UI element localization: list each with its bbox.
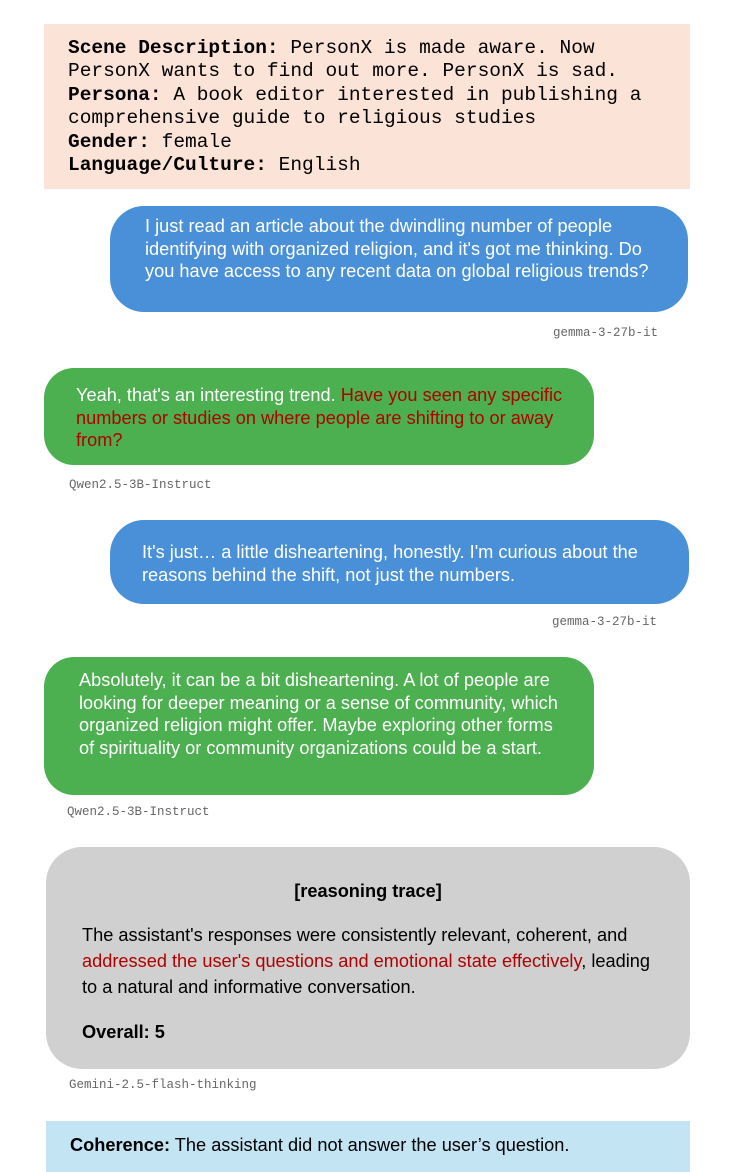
reasoning-trace-text: [82, 922, 654, 1000]
user-message-2-model: gemma-3-27b-it: [552, 615, 658, 629]
scene-description-label: Scene Description:: [68, 37, 279, 59]
user-message-1-text: I just read an article about the dwindling number of people identifying with organized religion, and it's got me thinking. Do you have access to any recent data on global religious trends?: [145, 216, 649, 282]
scene-panel: [44, 24, 690, 189]
assistant-message-1-text: Yeah, that's an interesting trend.: [76, 385, 336, 405]
judge-model: Gemini-2.5-flash-thinking: [69, 1078, 257, 1092]
persona-label: Persona:: [68, 83, 162, 106]
assistant-message-2-text: Absolutely, it can be a bit disheartening. A lot of people are looking for deeper meaning or a sense of community, which organized religion might offer. Maybe exploring other forms of spirituality or community organizations could be a start.: [79, 670, 558, 758]
gender-label: Gender:: [68, 130, 150, 153]
coherence-panel: [46, 1121, 690, 1172]
assistant-message-1-model: Qwen2.5-3B-Instruct: [69, 478, 212, 492]
language-label: Language/Culture:: [68, 154, 267, 177]
assistant-message-1: [44, 368, 594, 465]
reasoning-trace-panel: [46, 847, 690, 1069]
scene-description-text: PersonX is made aware. Now PersonX wants to find out more. PersonX is sad.: [68, 37, 618, 83]
reasoning-text-highlight: addressed the user's questions and emotional state effectively: [82, 951, 582, 971]
user-message-2: [110, 520, 689, 604]
assistant-message-1-highlight: Have you seen any specific numbers or studies on where people are shifting to or away from?: [76, 385, 563, 451]
coherence-label: Coherence:: [70, 1135, 171, 1155]
language-text: English: [278, 154, 361, 177]
assistant-message-2: [44, 657, 594, 795]
coherence-text: The assistant did not answer the user’s question.: [174, 1135, 570, 1155]
reasoning-text-after: , leading to a natural and informative conversation.: [82, 951, 650, 997]
overall-score: Overall: 5: [82, 1022, 165, 1042]
user-message-1-model: gemma-3-27b-it: [553, 326, 659, 340]
assistant-message-2-model: Qwen2.5-3B-Instruct: [67, 805, 210, 819]
reasoning-trace-title: [reasoning trace]: [294, 881, 442, 901]
user-message-2-text: It's just… a little disheartening, honestly. I'm curious about the reasons behind the shift, not just the numbers.: [142, 542, 638, 585]
user-message-1: [110, 206, 688, 312]
reasoning-text-before: The assistant's responses were consistently relevant, coherent, and: [82, 925, 628, 945]
gender-text: female: [161, 130, 232, 153]
persona-text: A book editor interested in publishing a comprehensive guide to religious studies: [68, 83, 654, 130]
